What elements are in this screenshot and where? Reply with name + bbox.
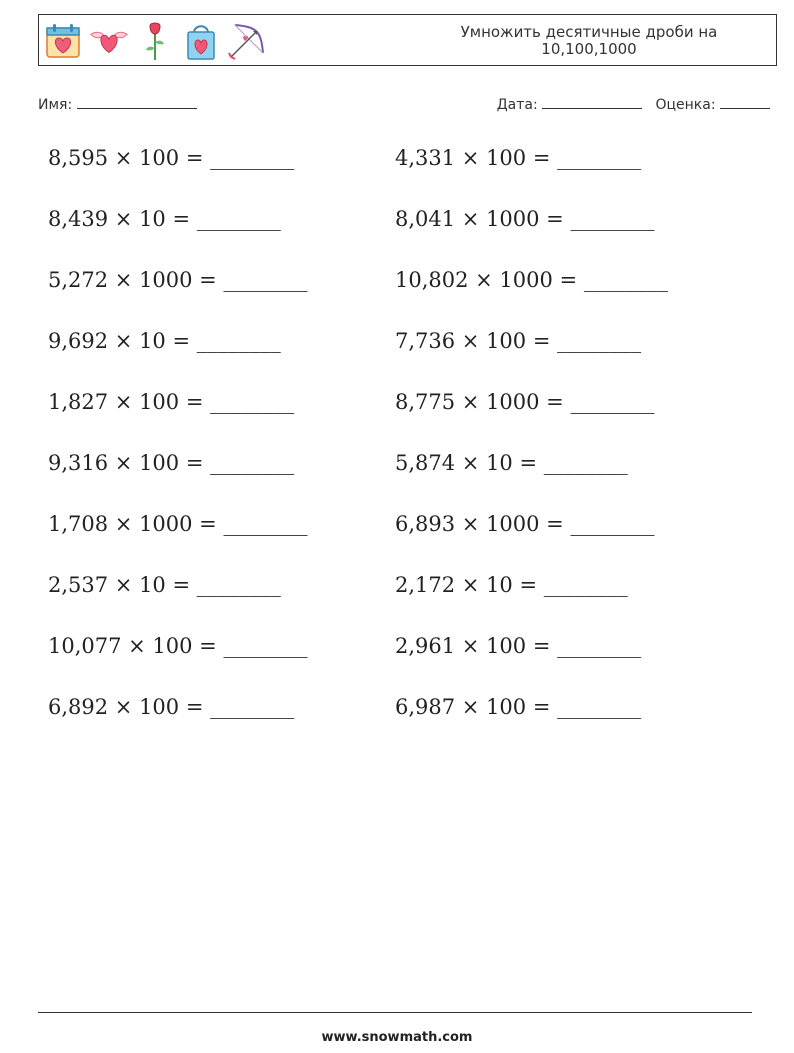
problem-left: 5,272 × 1000 = ________ (48, 268, 308, 292)
problem-left: 1,827 × 100 = ________ (48, 390, 295, 414)
problem-left: 10,077 × 100 = ________ (48, 634, 308, 658)
name-blank[interactable] (77, 94, 197, 109)
calendar-heart-icon (43, 21, 83, 61)
problem-right: 7,736 × 100 = ________ (395, 329, 642, 353)
winged-heart-icon (89, 21, 129, 61)
name-field (38, 94, 197, 113)
problem-right: 8,775 × 1000 = ________ (395, 390, 655, 414)
problem-right: 5,874 × 10 = ________ (395, 451, 628, 475)
problem-row (48, 634, 748, 674)
grade-blank[interactable] (720, 94, 770, 109)
problem-left: 2,537 × 10 = ________ (48, 573, 281, 597)
problem-right: 6,987 × 100 = ________ (395, 695, 642, 719)
problem-row (48, 512, 748, 552)
problem-row (48, 695, 748, 735)
problem-left: 9,692 × 10 = ________ (48, 329, 281, 353)
problem-row (48, 146, 748, 186)
grade-label: Оценка: (655, 97, 716, 113)
problem-row (48, 390, 748, 430)
problem-left: 8,439 × 10 = ________ (48, 207, 281, 231)
worksheet-header (38, 14, 777, 66)
problem-left: 6,892 × 100 = ________ (48, 695, 295, 719)
footer-divider (38, 1012, 752, 1013)
header-icons (43, 19, 273, 63)
date-grade-fields (497, 94, 770, 113)
problem-right: 4,331 × 100 = ________ (395, 146, 642, 170)
problem-row (48, 451, 748, 491)
problem-left: 8,595 × 100 = ________ (48, 146, 295, 170)
problem-row (48, 329, 748, 369)
name-label: Имя: (38, 97, 73, 113)
gift-bag-heart-icon (181, 21, 221, 61)
problem-right: 2,961 × 100 = ________ (395, 634, 642, 658)
rose-icon (135, 21, 175, 61)
problem-right: 8,041 × 1000 = ________ (395, 207, 655, 231)
problem-row (48, 573, 748, 613)
footer-url[interactable]: www.snowmath.com (321, 1030, 473, 1045)
problem-right: 6,893 × 1000 = ________ (395, 512, 655, 536)
bow-arrow-icon (227, 21, 267, 61)
problem-right: 2,172 × 10 = ________ (395, 573, 628, 597)
problem-left: 1,708 × 1000 = ________ (48, 512, 308, 536)
date-label: Дата: (496, 97, 538, 113)
date-blank[interactable] (542, 94, 642, 109)
problem-row (48, 207, 748, 247)
worksheet-title: Умножить десятичные дроби на 10,100,1000 (460, 23, 718, 58)
problem-left: 9,316 × 100 = ________ (48, 451, 295, 475)
problem-right: 10,802 × 1000 = ________ (395, 268, 668, 292)
problem-row (48, 268, 748, 308)
